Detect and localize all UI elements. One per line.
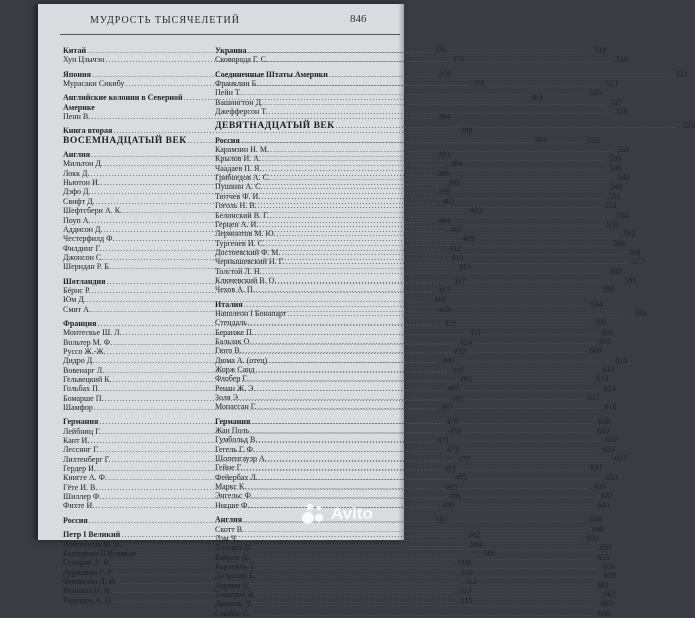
toc-page-number: 521 bbox=[675, 69, 688, 79]
toc-page-number: 415 bbox=[458, 262, 471, 272]
toc-entry-title: Байрон Д. bbox=[215, 552, 250, 562]
toc-page-number: 609 bbox=[589, 346, 602, 356]
toc-page-number: 526 bbox=[588, 88, 601, 98]
dot-leader bbox=[242, 88, 584, 97]
toc-entry-title: Жорж Санд bbox=[215, 365, 255, 374]
toc-entry bbox=[215, 608, 611, 618]
toc-entry-title: Чехов А. П. bbox=[215, 285, 255, 295]
toc-entry-title: Шеридан Р. Б. bbox=[63, 262, 111, 272]
toc-page-number: 528 bbox=[615, 107, 628, 117]
toc-entry-title: Хэзлитт В. bbox=[215, 543, 252, 553]
toc-entry-title: Юм Д. bbox=[63, 295, 86, 305]
toc-entry-title: Чаадаев П. Я. bbox=[215, 163, 262, 173]
dot-leader bbox=[247, 482, 589, 491]
toc-page-number: 417 bbox=[453, 276, 466, 286]
toc-entry-title: Теккерей В. bbox=[215, 589, 256, 599]
avito-logo-icon bbox=[300, 501, 326, 527]
dot-leader bbox=[256, 285, 598, 294]
toc-section-heading bbox=[63, 103, 228, 112]
toc-entry-title: Смайлс С. bbox=[215, 608, 251, 618]
toc-entry-title: Гёте И. В. bbox=[63, 482, 98, 492]
toc-page-number: 653 bbox=[597, 552, 610, 562]
toc-entry-title: Локк Д. bbox=[63, 168, 90, 178]
toc-page-number: 477 bbox=[458, 454, 471, 464]
page-shadow bbox=[398, 4, 404, 540]
toc-entry-title: Лессинг Г. bbox=[63, 445, 99, 455]
toc-page-number: 515 bbox=[460, 595, 473, 605]
toc-page-number: 384 bbox=[438, 112, 451, 122]
dot-leader bbox=[262, 154, 604, 163]
toc-page-number: 531 bbox=[682, 121, 695, 131]
toc-entry-title: Радищев А. Н. bbox=[63, 595, 113, 605]
running-header: МУДРОСТЬ ТЫСЯЧЕЛЕТИЙ bbox=[90, 15, 240, 26]
page-number: 846 bbox=[350, 13, 367, 25]
toc-page-number: 506 bbox=[483, 548, 496, 558]
toc-page-number: 663 bbox=[600, 599, 613, 609]
dot-leader bbox=[256, 365, 598, 374]
dot-leader bbox=[255, 328, 597, 337]
toc-entry-title: Гюго В. bbox=[215, 346, 242, 356]
toc-entry-title: Лейбниц Г. bbox=[63, 426, 101, 436]
toc-page-number: 551 bbox=[608, 191, 621, 201]
toc-page-number: 485 bbox=[455, 473, 468, 483]
toc-entry-title: Шопенгауэр А. bbox=[215, 454, 267, 464]
toc-entry-title: Украина bbox=[215, 46, 247, 55]
toc-entry-title: Гейне Г. bbox=[215, 463, 243, 473]
dot-leader bbox=[259, 473, 601, 482]
toc-entry-title: ДЕВЯТНАДЦАТЫЙ ВЕК bbox=[215, 121, 335, 132]
toc-entry-title: Соединенные Штаты Америки bbox=[215, 69, 328, 79]
dot-leader bbox=[264, 98, 606, 107]
dot-leader bbox=[251, 581, 593, 590]
dot-leader bbox=[271, 173, 613, 182]
toc-page-number: 402 bbox=[442, 196, 455, 206]
dot-leader bbox=[250, 426, 592, 435]
toc-page-number: 432 bbox=[453, 346, 466, 356]
toc-entry-title: Монтескье Ш. Л. bbox=[63, 328, 122, 338]
toc-entry-title: Кант И. bbox=[63, 436, 90, 446]
toc-entry-title: Стендаль bbox=[215, 318, 247, 328]
toc-entry-title: Гольбах П. bbox=[63, 384, 100, 394]
toc-page-number: 666 bbox=[598, 608, 611, 618]
toc-entry-title: Вольтер М. Ф. bbox=[63, 337, 113, 347]
toc-entry-title: Карамзин Н. М. bbox=[215, 145, 270, 155]
dot-leader bbox=[258, 402, 600, 411]
toc-page-number: 465 bbox=[447, 384, 460, 394]
toc-entry-title: Мопассан Г. bbox=[215, 402, 257, 412]
toc-page-number: 648 bbox=[592, 524, 605, 534]
dot-leader bbox=[254, 599, 596, 608]
toc-page-number: 393 bbox=[438, 150, 451, 160]
toc-entry-title: Толстой Л. Н. bbox=[215, 266, 262, 276]
dot-leader bbox=[243, 515, 585, 524]
toc-page-number: 601 bbox=[601, 327, 614, 337]
toc-entry-title: Книга вторая bbox=[63, 126, 113, 136]
toc-page-number: 662 bbox=[603, 589, 616, 599]
dot-leader bbox=[277, 276, 619, 285]
dot-leader bbox=[243, 346, 585, 355]
toc-page-number: 418 bbox=[433, 295, 446, 305]
toc-page-number: 421 bbox=[469, 328, 482, 338]
dot-leader bbox=[287, 309, 629, 318]
toc-page-number: 648 bbox=[590, 515, 603, 525]
toc-page-number: 633 bbox=[605, 472, 618, 482]
toc-entry-title: Свифт Д. bbox=[63, 196, 95, 206]
toc-entry-title: Россия bbox=[215, 135, 240, 145]
dot-leader bbox=[266, 239, 608, 248]
toc-entry-title: Китай bbox=[63, 46, 87, 55]
toc-page-number: 605 bbox=[599, 336, 612, 346]
dot-leader bbox=[249, 374, 591, 383]
toc-page-number: 483 bbox=[443, 464, 456, 474]
toc-entry-title: Герцен А. И. bbox=[215, 219, 259, 229]
toc-entry-title: Сковорода Г. С. bbox=[215, 55, 268, 65]
toc-entry-title: Шамфор bbox=[63, 403, 93, 413]
toc-page-number: 612 bbox=[602, 365, 615, 374]
toc-entry-title: Пушкин А. С. bbox=[215, 182, 263, 192]
toc-entry-title: Смит А. bbox=[63, 304, 91, 314]
toc-page-number: 566 bbox=[612, 238, 625, 248]
toc-page-number: 519 bbox=[594, 46, 607, 55]
toc-entry-title: Япония bbox=[63, 69, 91, 79]
toc-page-number: 442 bbox=[452, 365, 465, 375]
toc-entry-title: Честерфилд Ф. bbox=[63, 234, 115, 244]
toc-entry-title: Германия bbox=[215, 416, 251, 426]
toc-entry-title: Дэфо Д. bbox=[63, 187, 91, 197]
toc-entry-title: Золя Э. bbox=[215, 393, 240, 403]
watermark-text: Avito bbox=[331, 504, 373, 523]
toc-page-number: 502 bbox=[435, 515, 448, 525]
toc-entry-title: Лермонтов М. Ю. bbox=[215, 229, 276, 239]
toc-entry-title: Вашингтон Д. bbox=[215, 97, 264, 107]
toc-entry-title: Мурасаки Сикибу bbox=[63, 79, 125, 89]
toc-entry-title: Гоголь Н. В. bbox=[215, 201, 257, 211]
toc-entry-title: Руссо Ж.-Ж. bbox=[63, 346, 106, 356]
dot-leader bbox=[264, 182, 606, 191]
toc-page-number: 635 bbox=[594, 482, 607, 492]
toc-page-number: 498 bbox=[442, 501, 455, 511]
toc-page-number: 533 bbox=[587, 135, 600, 145]
toc-entry-title: Дарвин Ч. bbox=[215, 580, 250, 590]
dot-leader bbox=[241, 136, 583, 145]
toc-page-number: 590 bbox=[602, 285, 615, 295]
toc-page-number: 614 bbox=[603, 383, 616, 393]
dot-leader bbox=[239, 534, 581, 543]
toc-page-number: 470 bbox=[448, 426, 461, 436]
toc-entry-title: Флобер Г. bbox=[215, 374, 249, 384]
book-page bbox=[38, 4, 695, 618]
toc-entry-title: Петр I Великий bbox=[63, 530, 121, 540]
toc-entry-title: Наполеон I Бонапарт bbox=[215, 308, 287, 318]
toc-entry-title: Суворов А. В. bbox=[63, 558, 111, 568]
toc-page-number: 376 bbox=[434, 46, 447, 55]
dot-leader bbox=[258, 201, 600, 210]
toc-page-number: 396 bbox=[437, 168, 450, 178]
toc-entry-title: Энгельс Ф. bbox=[215, 491, 253, 501]
toc-page-number: 419 bbox=[438, 304, 451, 314]
toc-page-number: 650 bbox=[586, 533, 599, 543]
toc-page-number: 485 bbox=[445, 482, 458, 492]
toc-page-number: 467 bbox=[440, 403, 453, 413]
dot-leader bbox=[256, 445, 598, 454]
dot-leader bbox=[253, 543, 595, 552]
toc-entry-title: ВОСЕМНАДЦАТЫЙ ВЕК bbox=[63, 135, 187, 146]
toc-page-number: 540 bbox=[609, 163, 622, 173]
toc-entry-title: Шиллер Ф. bbox=[63, 492, 102, 502]
toc-page-number: 533 bbox=[617, 145, 630, 155]
dot-leader bbox=[256, 590, 598, 599]
toc-page-number: 622 bbox=[605, 435, 618, 445]
toc-entry-title: Екатерина II Великая bbox=[63, 548, 136, 558]
dot-leader bbox=[245, 525, 587, 534]
toc-entry-title: Бальзак О. bbox=[215, 336, 252, 346]
toc-entry-title: Америке bbox=[63, 102, 95, 112]
dot-leader bbox=[270, 211, 612, 220]
toc-entry-title: Фейербах Л. bbox=[215, 472, 258, 482]
toc-page-number: 620 bbox=[597, 426, 610, 436]
toc-entry-title: Диккенс Ч. bbox=[215, 599, 253, 609]
toc-page-number: 610 bbox=[615, 355, 628, 365]
toc-entry-title: Джонсон С. bbox=[63, 252, 104, 262]
toc-entry-title: Фонвизин Д. И. bbox=[63, 576, 117, 586]
dot-leader bbox=[261, 192, 603, 201]
toc-entry-title: Шефтсбери А. К. bbox=[63, 206, 123, 216]
toc-page-number: 399 bbox=[438, 187, 451, 197]
toc-page-number: 568 bbox=[628, 247, 641, 257]
dot-leader bbox=[277, 229, 619, 238]
toc-page-number: 618 bbox=[604, 402, 617, 412]
toc-page-number: 627 bbox=[614, 454, 627, 464]
toc-entry-title: Державин Г. Р. bbox=[63, 567, 113, 577]
toc-page-number: 559 bbox=[606, 219, 619, 229]
toc-page-number: 502 bbox=[468, 530, 481, 540]
toc-page-number: 389 bbox=[460, 126, 473, 136]
dot-leader bbox=[250, 553, 592, 562]
toc-page-number: 659 bbox=[603, 571, 616, 581]
dot-leader bbox=[262, 164, 604, 173]
toc-entry-title: Хун Цзычэн bbox=[63, 55, 105, 65]
toc-page-number: 651 bbox=[599, 543, 612, 553]
toc-entry-title: Англия bbox=[63, 150, 91, 160]
toc-page-number: 403 bbox=[470, 206, 483, 216]
toc-entry-title: Мильтон Д. bbox=[63, 159, 103, 169]
toc-entry-title: Скотт В. bbox=[215, 524, 245, 534]
dot-leader bbox=[251, 609, 593, 618]
dot-leader bbox=[269, 55, 611, 64]
toc-page-number: 510 bbox=[460, 567, 473, 577]
toc-page-number: 562 bbox=[623, 229, 636, 239]
toc-page-number: 424 bbox=[460, 337, 473, 347]
dot-leader bbox=[270, 145, 612, 154]
toc-entry-title: Достоевский Ф. М. bbox=[215, 247, 281, 257]
dot-leader bbox=[258, 435, 600, 444]
toc-entry-title: Карлейль Т. bbox=[215, 561, 256, 571]
toc-page-number: 519 bbox=[616, 55, 628, 65]
toc-entry-title: Пейн Т. bbox=[215, 88, 241, 98]
toc-entry-title: Беранже П. bbox=[215, 327, 254, 337]
toc-page-number: 378 bbox=[472, 79, 485, 89]
toc-page-number: 552 bbox=[604, 201, 617, 211]
toc-page-number: 513 bbox=[459, 586, 472, 596]
toc-entry-title: Франклин Б. bbox=[215, 79, 259, 89]
dot-leader bbox=[248, 46, 590, 55]
dot-leader bbox=[268, 454, 610, 463]
dot-leader bbox=[256, 384, 598, 393]
toc-page-number: 407 bbox=[450, 224, 463, 234]
dot-leader bbox=[251, 417, 593, 426]
toc-page-number: 409 bbox=[462, 234, 475, 244]
toc-page-number: 585 bbox=[624, 275, 637, 285]
dot-leader bbox=[259, 220, 601, 229]
toc-entry-title: Тютчев Ф. И. bbox=[215, 191, 261, 201]
dot-leader bbox=[281, 248, 623, 257]
toc-entry-title: Джефферсон Т. bbox=[215, 107, 268, 117]
dot-leader bbox=[241, 393, 583, 402]
toc-entry-title: Поуп А. bbox=[63, 215, 91, 225]
toc-page-number: 421 bbox=[444, 318, 457, 328]
toc-entry-title: Фихте И. bbox=[63, 501, 95, 511]
toc-entry-title: Дизраэли Б. bbox=[215, 571, 256, 581]
toc-entry-title: Ренан Ж. Э. bbox=[215, 383, 256, 393]
toc-entry-title: Крылов И. А. bbox=[215, 154, 262, 164]
dot-leader bbox=[243, 463, 585, 472]
dot-leader bbox=[268, 107, 610, 116]
toc-page-number: 504 bbox=[469, 539, 482, 549]
toc-entry-title: Дюма А. (отец) bbox=[215, 355, 268, 365]
header-rule bbox=[60, 34, 400, 35]
toc-page-number: 378 bbox=[438, 69, 451, 79]
dot-leader bbox=[263, 267, 605, 276]
toc-entry-title: Вовенарг Л. bbox=[63, 365, 105, 375]
toc-entry-title: Англия bbox=[215, 515, 243, 525]
toc-entry-title: Пенн В. bbox=[63, 112, 91, 122]
toc-entry-title: Английские колонии в Северной bbox=[63, 93, 183, 103]
toc-entry-title: Новиков Н. И. bbox=[63, 586, 112, 596]
toc-entry-title: Шотландия bbox=[63, 276, 106, 286]
toc-page-number: 580 bbox=[609, 266, 622, 276]
toc-page-number: 554 bbox=[616, 210, 629, 220]
avito-watermark bbox=[300, 500, 400, 528]
toc-page-number: 512 bbox=[464, 576, 477, 586]
toc-entry-title: Бёрнс Р. bbox=[63, 285, 91, 295]
toc-page-number: 624 bbox=[602, 444, 615, 454]
toc-page-number: 391 bbox=[534, 135, 547, 145]
dot-leader bbox=[268, 356, 610, 365]
dot-leader bbox=[257, 571, 599, 580]
toc-page-number: 620 bbox=[598, 416, 611, 426]
toc-page-number: 397 bbox=[447, 178, 460, 188]
toc-section-heading bbox=[63, 417, 459, 427]
toc-entry-title: Жан Поль bbox=[215, 426, 250, 436]
toc-entry-title: Белинский В. Г. bbox=[215, 210, 269, 220]
toc-entry-title: Франция bbox=[63, 318, 97, 328]
toc-entry-title: Грибоедов А. С. bbox=[215, 173, 270, 183]
toc-page-number: 640 bbox=[597, 500, 610, 510]
toc-page-number: 594 bbox=[590, 299, 603, 309]
toc-entry-title: Гердер И. bbox=[63, 464, 96, 474]
toc-entry-title: Тургенев И. С. bbox=[215, 238, 265, 248]
toc-entry-title: Гумбольд В. bbox=[215, 435, 258, 445]
toc-page-number: 496 bbox=[449, 492, 462, 502]
toc-page-number: 508 bbox=[458, 558, 471, 568]
toc-entry-title: Гегель Г. Ф. bbox=[215, 444, 255, 454]
dot-leader bbox=[256, 562, 598, 571]
toc-page-number: 631 bbox=[590, 463, 603, 473]
toc-page-number: 661 bbox=[597, 580, 610, 590]
toc-page-number: 613 bbox=[596, 374, 609, 384]
toc-page-number: 466 bbox=[451, 393, 464, 403]
toc-entry-title: Лихтенберг Г. bbox=[63, 454, 111, 464]
toc-entry-title: Дидро Д. bbox=[63, 356, 95, 366]
toc-entry-title: Чернышевский Н. Г. bbox=[215, 257, 285, 267]
toc-page-number: 394 bbox=[450, 159, 463, 169]
toc-page-number: 595 bbox=[594, 318, 607, 328]
toc-entry-title: Ньютон И. bbox=[63, 178, 100, 188]
toc-page-number: 404 bbox=[438, 215, 451, 225]
toc-page-number: 594 bbox=[634, 308, 647, 318]
toc-entry-title: Германия bbox=[63, 417, 99, 427]
dot-leader bbox=[244, 300, 586, 309]
toc-page-number: 463 bbox=[459, 375, 472, 384]
toc-entry-title: Аддисон Д. bbox=[63, 224, 103, 234]
toc-page-number: 383 bbox=[530, 93, 543, 103]
toc-entry-title: Италия bbox=[215, 299, 243, 309]
dot-leader bbox=[336, 121, 678, 130]
toc-page-number: 617 bbox=[587, 393, 600, 403]
toc-page-number: 473 bbox=[446, 445, 459, 455]
toc-page-number: 440 bbox=[442, 356, 455, 366]
toc-page-number: 521 bbox=[606, 79, 619, 89]
toc-page-number: 412 bbox=[449, 243, 462, 253]
toc-entry-title: Ключевский В. О. bbox=[215, 275, 277, 285]
dot-leader bbox=[252, 337, 594, 346]
toc-page-number: 542 bbox=[617, 173, 630, 183]
toc-page-number: 527 bbox=[611, 97, 624, 107]
dot-leader bbox=[248, 318, 590, 327]
toc-page-number: 544 bbox=[610, 182, 623, 192]
toc-page-number: 656 bbox=[603, 561, 616, 571]
toc-page-number: 413 bbox=[451, 252, 464, 262]
dot-leader bbox=[285, 257, 627, 266]
toc-entry-title: Бомарше П. bbox=[63, 393, 104, 403]
toc-page-number: 417 bbox=[438, 285, 451, 295]
toc-entry-title: Лэм Ч. bbox=[215, 533, 239, 543]
toc-page-number: 376 bbox=[452, 55, 465, 65]
toc-page-number: 577 bbox=[632, 257, 645, 267]
toc-entry-title: Ломоносов М. В. bbox=[63, 539, 122, 549]
toc-page-number: 539 bbox=[609, 154, 622, 164]
toc-entry-title: Ницше Ф. bbox=[215, 500, 250, 510]
toc-entry-title: Маркс К. bbox=[215, 482, 247, 492]
toc-page-number: 637 bbox=[600, 491, 613, 501]
toc-entry-title: Филдинг Г. bbox=[63, 243, 102, 253]
toc-entry-title: Россия bbox=[63, 515, 88, 525]
dot-leader bbox=[329, 70, 671, 79]
toc-entry-title: Гельвецкий К. bbox=[63, 375, 112, 384]
toc-page-number: 471 bbox=[437, 436, 450, 446]
toc-page-number: 470 bbox=[446, 417, 459, 427]
toc-entry-title: Книгге А. Ф. bbox=[63, 473, 108, 483]
dot-leader bbox=[259, 79, 601, 88]
